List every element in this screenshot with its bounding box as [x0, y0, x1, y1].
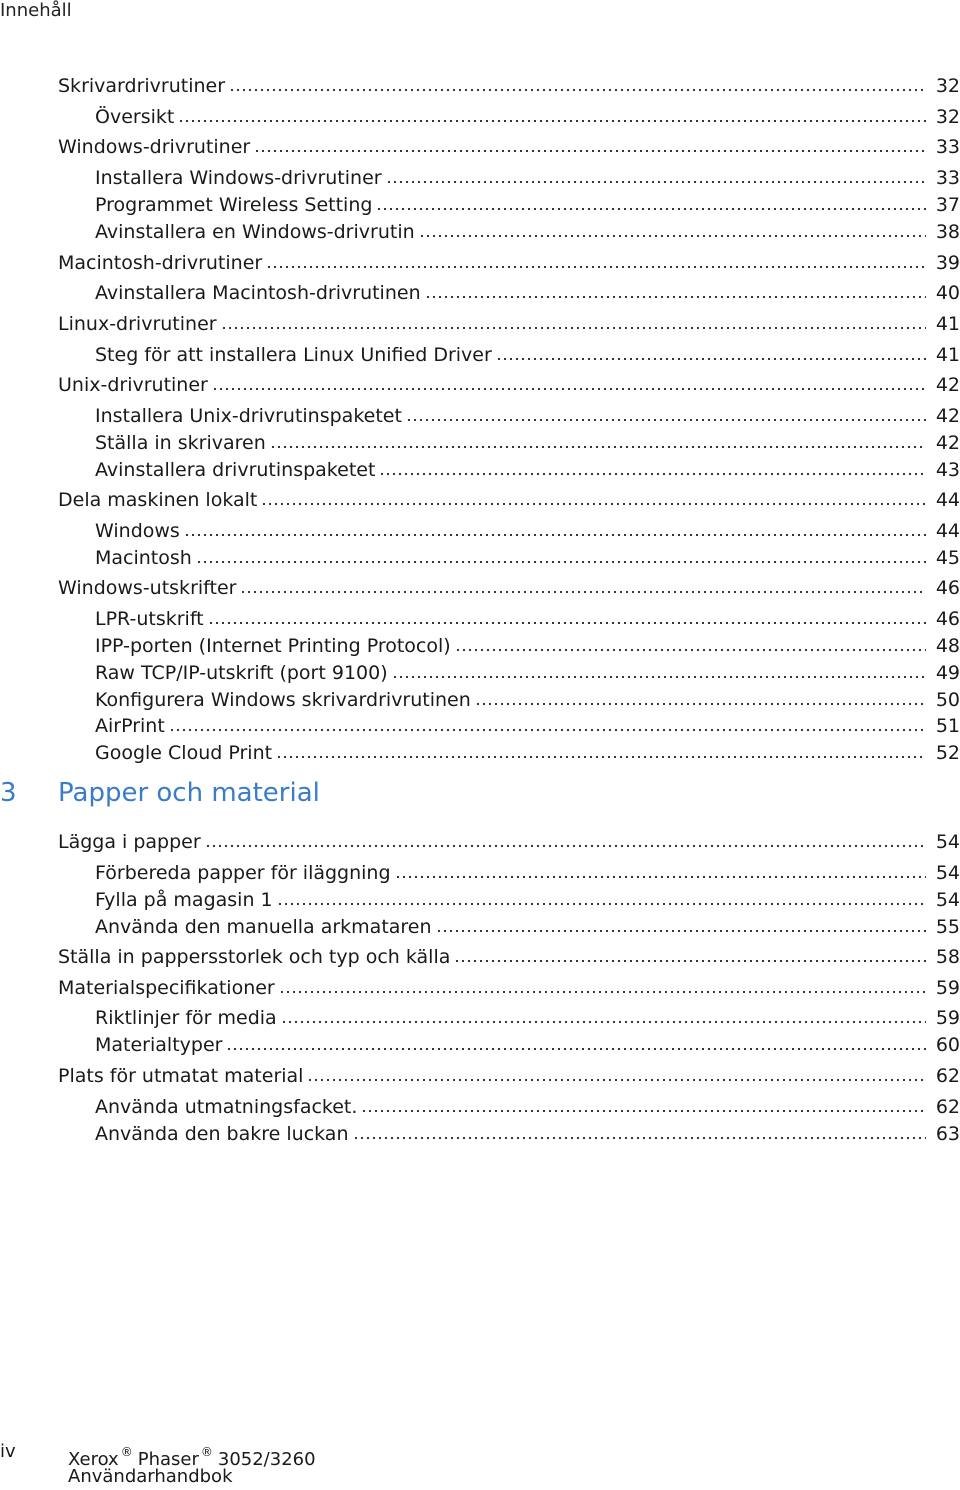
toc-entry-page: 63: [935, 1123, 960, 1145]
dot-leader: [379, 472, 926, 476]
dot-leader: [178, 119, 926, 123]
toc-entry-title: Konfigurera Windows skrivardrivrutinen: [95, 689, 471, 711]
toc-entry-title: Programmet Wireless Setting: [95, 194, 373, 216]
toc-entry[interactable]: [95, 216, 960, 244]
toc-entry[interactable]: [95, 857, 960, 885]
toc-entry-title: Steg för att installera Linux Unified Driver: [95, 344, 492, 366]
toc-entry-page: 33: [935, 167, 960, 189]
toc-entry-page: 46: [935, 577, 960, 599]
footer-product: Phaser: [137, 1449, 199, 1470]
toc-entry[interactable]: [95, 911, 960, 939]
toc-entry-title: Använda utmatningsfacket.: [95, 1096, 358, 1118]
toc-entry[interactable]: [95, 1029, 960, 1057]
toc-entry-page: 49: [935, 662, 960, 684]
dot-leader: [196, 560, 926, 564]
toc-entry[interactable]: [58, 484, 960, 512]
toc-entry[interactable]: [95, 1002, 960, 1030]
dot-leader: [406, 418, 926, 422]
toc-entry-page: 50: [935, 689, 960, 711]
toc-entry-page: 38: [935, 221, 960, 243]
footer-page-number: iv: [0, 1441, 16, 1462]
toc-entry-page: 54: [935, 862, 960, 884]
dot-leader: [261, 502, 926, 506]
footer-document-title: Användarhandbok: [68, 1466, 233, 1487]
dot-leader: [307, 1078, 926, 1082]
dot-leader: [221, 326, 926, 330]
toc-entry[interactable]: [58, 131, 960, 159]
dot-leader: [436, 929, 926, 933]
toc-entry-title: AirPrint: [95, 715, 165, 737]
toc-entry-title: Avinstallera Macintosh-drivrutinen: [95, 282, 421, 304]
toc-entry-page: 40: [935, 282, 960, 304]
toc-entry[interactable]: [95, 515, 960, 543]
toc-entry-title: Översikt: [95, 106, 175, 128]
toc-entry-page: 42: [935, 432, 960, 454]
toc-entry[interactable]: [58, 826, 960, 854]
toc-entry-title: LPR-utskrift: [95, 608, 204, 630]
toc-entry[interactable]: [58, 70, 960, 98]
toc-entry-title: Avinstallera drivrutinspaketet: [95, 459, 376, 481]
toc-entry-title: Installera Unix-drivrutinspaketet: [95, 405, 402, 427]
toc-entry-title: Macintosh-drivrutiner: [58, 252, 263, 274]
dot-leader: [496, 357, 926, 361]
dot-leader: [270, 445, 926, 449]
toc-entry-title: IPP-porten (Internet Printing Protocol): [95, 635, 451, 657]
toc-entry-title: Riktlinjer för media: [95, 1007, 277, 1029]
toc-entry-page: 59: [935, 1007, 960, 1029]
dot-leader: [281, 1020, 926, 1024]
toc-entry-title: Fylla på magasin 1: [95, 889, 273, 911]
toc-entry[interactable]: [58, 1060, 960, 1088]
registered-mark: ®: [200, 1445, 213, 1459]
toc-entry-title: Lägga i papper: [58, 831, 201, 853]
toc-entry-page: 37: [935, 194, 960, 216]
toc-entry-title: Använda den manuella arkmataren: [95, 916, 432, 938]
dot-leader: [205, 844, 926, 848]
toc-entry-title: Plats för utmatat material: [58, 1065, 304, 1087]
toc-entry[interactable]: [95, 630, 960, 658]
toc-entry[interactable]: [58, 941, 960, 969]
chapter-title: Papper och material: [58, 778, 320, 808]
toc-entry-page: 32: [935, 75, 960, 97]
toc-entry-page: 42: [935, 405, 960, 427]
dot-leader: [279, 990, 926, 994]
footer-brand: Xerox: [68, 1449, 119, 1470]
toc-entry-title: Ställa in pappersstorlek och typ och källa: [58, 946, 451, 968]
dot-leader: [454, 959, 926, 963]
dot-leader: [277, 902, 926, 906]
toc-entry[interactable]: [95, 884, 960, 912]
toc-entry[interactable]: [95, 684, 960, 712]
dot-leader: [392, 675, 926, 679]
toc-entry-page: 45: [935, 547, 960, 569]
dot-leader: [455, 648, 926, 652]
toc-entry-title: Skrivardrivrutiner: [58, 75, 226, 97]
toc-entry[interactable]: [95, 339, 960, 367]
dot-leader: [376, 207, 926, 211]
toc-entry[interactable]: [58, 308, 960, 336]
toc-entry-title: Google Cloud Print: [95, 742, 273, 764]
toc-entry-page: 32: [935, 106, 960, 128]
dot-leader: [169, 728, 926, 732]
toc-entry-title: Installera Windows-drivrutiner: [95, 167, 382, 189]
toc-entry-page: 43: [935, 459, 960, 481]
toc-entry-title: Materialtyper: [95, 1034, 223, 1056]
toc-entry-page: 39: [935, 252, 960, 274]
toc-entry-title: Använda den bakre luckan: [95, 1123, 349, 1145]
toc-entry-title: Windows-utskrifter: [58, 577, 237, 599]
dot-leader: [240, 590, 926, 594]
toc-entry-title: Windows: [95, 520, 180, 542]
toc-entry-page: 54: [935, 889, 960, 911]
toc-entry[interactable]: [95, 189, 960, 217]
toc-entry[interactable]: [58, 972, 960, 1000]
toc-entry[interactable]: [95, 1118, 960, 1146]
toc-entry[interactable]: [95, 603, 960, 631]
toc-entry[interactable]: [95, 1091, 960, 1119]
dot-leader: [208, 621, 926, 625]
toc-entry-page: 55: [935, 916, 960, 938]
toc-entry[interactable]: [95, 710, 960, 738]
toc-entry-page: 44: [935, 520, 960, 542]
dot-leader: [425, 295, 926, 299]
toc-entry-title: Dela maskinen lokalt: [58, 489, 258, 511]
toc-entry[interactable]: [58, 247, 960, 275]
toc-entry[interactable]: [95, 427, 960, 455]
dot-leader: [229, 88, 926, 92]
dot-leader: [386, 180, 926, 184]
toc-entry[interactable]: [95, 101, 960, 129]
toc-entry-page: 48: [935, 635, 960, 657]
dot-leader: [212, 387, 926, 391]
dot-leader: [361, 1109, 926, 1113]
registered-mark: ®: [120, 1445, 133, 1459]
dot-leader: [276, 755, 926, 759]
toc-entry-title: Raw TCP/IP-utskrift (port 9100): [95, 662, 388, 684]
toc-entry-page: 33: [935, 136, 960, 158]
toc-entry-page: 54: [935, 831, 960, 853]
toc-entry-title: Windows-drivrutiner: [58, 136, 251, 158]
toc-entry[interactable]: [95, 657, 960, 685]
toc-entry-title: Unix-drivrutiner: [58, 374, 208, 396]
toc-entry-page: 62: [935, 1096, 960, 1118]
toc-entry[interactable]: [95, 454, 960, 482]
toc-entry-title: Avinstallera en Windows-drivrutin: [95, 221, 415, 243]
dot-leader: [266, 265, 926, 269]
toc-entry[interactable]: [58, 369, 960, 397]
dot-leader: [475, 702, 926, 706]
toc-entry-title: Ställa in skrivaren: [95, 432, 266, 454]
toc-entry-title: Macintosh: [95, 547, 192, 569]
toc-entry-page: 62: [935, 1065, 960, 1087]
dot-leader: [353, 1136, 927, 1140]
dot-leader: [395, 875, 926, 879]
toc-entry-page: 46: [935, 608, 960, 630]
chapter-number: 3: [0, 778, 17, 808]
toc-entry-page: 60: [935, 1034, 960, 1056]
toc-entry-page: 44: [935, 489, 960, 511]
toc-entry[interactable]: [95, 737, 960, 765]
dot-leader: [419, 234, 926, 238]
dot-leader: [226, 1047, 926, 1051]
toc-entry-title: Linux-drivrutiner: [58, 313, 217, 335]
toc-entry[interactable]: [95, 400, 960, 428]
toc-entry-page: 42: [935, 374, 960, 396]
footer-model: 3052/3260: [217, 1449, 316, 1470]
dot-leader: [254, 149, 926, 153]
toc-entry[interactable]: [95, 162, 960, 190]
page-header-title: Innehåll: [0, 0, 72, 21]
toc-entry[interactable]: [58, 572, 960, 600]
toc-entry-page: 58: [935, 946, 960, 968]
dot-leader: [184, 533, 926, 537]
toc-entry[interactable]: [95, 277, 960, 305]
toc-entry-title: Materialspecifikationer: [58, 977, 275, 999]
toc-entry-page: 52: [935, 742, 960, 764]
toc-entry-page: 51: [935, 715, 960, 737]
toc-entry-page: 41: [935, 313, 960, 335]
toc-entry[interactable]: [95, 542, 960, 570]
toc-entry-page: 59: [935, 977, 960, 999]
toc-entry-page: 41: [935, 344, 960, 366]
toc-entry-title: Förbereda papper för iläggning: [95, 862, 391, 884]
